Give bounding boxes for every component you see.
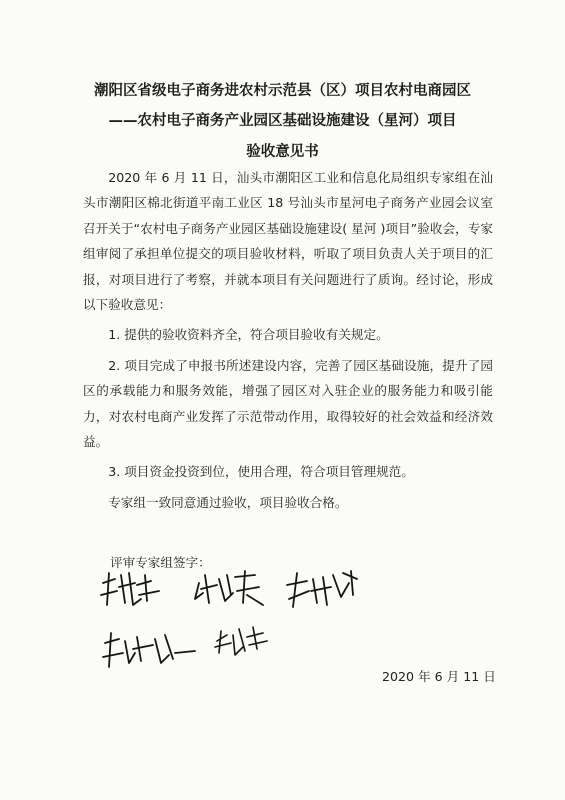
paragraph-conclusion: 专家组一致同意通过验收，项目验收合格。 bbox=[108, 494, 348, 510]
document-body bbox=[83, 165, 493, 515]
expert-signatures bbox=[95, 565, 395, 685]
signature-2 bbox=[195, 571, 263, 605]
signature-4 bbox=[103, 633, 195, 667]
document-title-line2: ——农村电子商务产业园区基础设施建设（星河）项目 bbox=[108, 113, 457, 129]
signature-label: 评审专家组签字： bbox=[110, 555, 211, 570]
paragraph-opinion-2: 2. 项目完成了申报书所述建设内容，完善了园区基础设施，提升了园区的承载能力和服务效能，增强了园区对入驻企业的服务能力和吸引能力，对农村电商产业发挥了示范带动作用，取得较好的社会效益和经济效益。 bbox=[83, 357, 493, 450]
paragraph-opinion-1: 1. 提供的验收资料齐全，符合项目验收有关规定。 bbox=[108, 327, 389, 343]
paragraph-opinion-3: 3. 项目资金投资到位，使用合理，符合项目管理规范。 bbox=[108, 464, 414, 480]
signature-1 bbox=[101, 573, 159, 605]
paragraph-intro: 2020 年 6 月 11 日，汕头市潮阳区工业和信息化局组织专家组在汕头市潮阳区棉北街道平南工业区 18 号汕头市星河电子商务产业园会议室召开关于“农村电子商务产业园区基础设施建设( 星河 )项目”验收会，专家组审阅了承担单位提交的项目验收材料，听取了项目负责人关于项目的汇报，对项目进行了考察，并就本项目有关问题进行了质询。经讨论，形成以下验收意见： bbox=[83, 170, 493, 313]
document-title-line1: 潮阳区省级电子商务进农村示范县（区）项目农村电商园区 bbox=[94, 83, 471, 99]
signature-3 bbox=[287, 571, 357, 607]
signature-5 bbox=[215, 627, 267, 655]
document-title-line3: 验收意见书 bbox=[246, 144, 319, 160]
document-date: 2020 年 6 月 11 日 bbox=[382, 669, 496, 684]
